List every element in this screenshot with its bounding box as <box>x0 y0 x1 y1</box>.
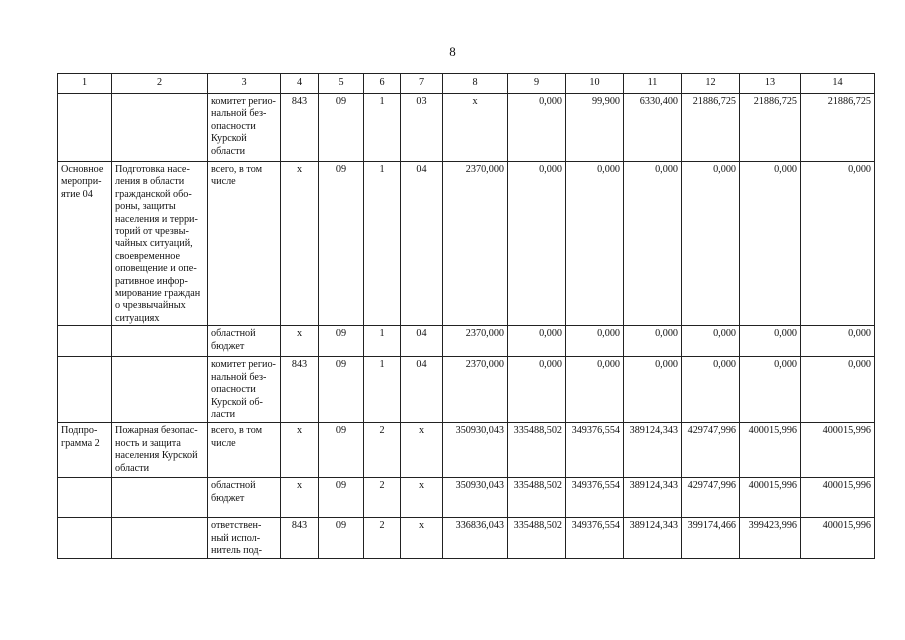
value-cell: 0,000 <box>801 357 875 423</box>
code-cell: 09 <box>319 162 364 326</box>
row-label-cell <box>58 326 112 357</box>
value-cell: 2370,000 <box>443 326 508 357</box>
value-cell: 0,000 <box>801 162 875 326</box>
code-cell: 09 <box>319 326 364 357</box>
code-cell: 03 <box>401 94 443 162</box>
table-row <box>58 162 875 326</box>
code-cell: 09 <box>319 94 364 162</box>
value-cell: 399174,466 <box>682 518 740 558</box>
value-cell: 400015,996 <box>801 478 875 518</box>
value-cell: 389124,343 <box>624 518 682 558</box>
value-cell: 429747,996 <box>682 423 740 478</box>
value-cell: 0,000 <box>740 326 801 357</box>
row-label-cell: Основное меропри-ятие 04 <box>58 162 112 326</box>
code-cell: 843 <box>281 94 319 162</box>
table-row <box>58 326 875 357</box>
row-label-cell <box>58 518 112 558</box>
row-name-cell <box>112 478 208 518</box>
value-cell: 389124,343 <box>624 478 682 518</box>
code-cell: х <box>401 478 443 518</box>
table-row <box>58 423 875 478</box>
value-cell: 21886,725 <box>682 94 740 162</box>
value-cell: 350930,043 <box>443 423 508 478</box>
header-row <box>58 74 875 94</box>
value-cell: 0,000 <box>508 326 566 357</box>
value-cell: 400015,996 <box>740 423 801 478</box>
value-cell: 0,000 <box>508 162 566 326</box>
header-cell-2: 2 <box>112 74 208 94</box>
value-cell: 0,000 <box>682 357 740 423</box>
value-cell: 0,000 <box>740 357 801 423</box>
code-cell: 04 <box>401 326 443 357</box>
value-cell: 0,000 <box>801 326 875 357</box>
row-label-cell <box>58 94 112 162</box>
value-cell: 6330,400 <box>624 94 682 162</box>
code-cell: 04 <box>401 162 443 326</box>
value-cell: 349376,554 <box>566 478 624 518</box>
code-cell: 1 <box>364 162 401 326</box>
value-cell: 0,000 <box>624 162 682 326</box>
source-cell: всего, в том числе <box>208 423 281 478</box>
code-cell: х <box>281 423 319 478</box>
code-cell: 1 <box>364 94 401 162</box>
source-cell: ответствен-ный испол-нитель под- <box>208 518 281 558</box>
source-cell: комитет регио-нальной без-опасности Курской области <box>208 94 281 162</box>
page-number: 8 <box>449 44 456 59</box>
value-cell: 336836,043 <box>443 518 508 558</box>
value-cell: 400015,996 <box>801 518 875 558</box>
header-cell-7: 7 <box>401 74 443 94</box>
source-cell: областной бюджет <box>208 478 281 518</box>
row-name-cell: Пожарная безопас-ность и защита населения Курской области <box>112 423 208 478</box>
code-cell: 2 <box>364 518 401 558</box>
code-cell: 2 <box>364 423 401 478</box>
value-cell: 335488,502 <box>508 518 566 558</box>
value-cell: 335488,502 <box>508 478 566 518</box>
value-cell: 0,000 <box>682 162 740 326</box>
header-cell-5: 5 <box>319 74 364 94</box>
code-cell: х <box>401 423 443 478</box>
value-cell: 0,000 <box>624 326 682 357</box>
value-cell: 0,000 <box>740 162 801 326</box>
value-cell: 349376,554 <box>566 423 624 478</box>
table-row <box>58 518 875 558</box>
value-cell: 0,000 <box>682 326 740 357</box>
row-name-cell: Подготовка насе-ления в области гражданской обо-роны, защиты населения и терри-торий от чрезвы-чайных ситуаций, своевременное оповещение и опе-ративное инфор-мирование граждан о чрезвычайных ситуациях <box>112 162 208 326</box>
value-cell: 2370,000 <box>443 162 508 326</box>
value-cell: 2370,000 <box>443 357 508 423</box>
code-cell: 2 <box>364 478 401 518</box>
source-cell: областной бюджет <box>208 326 281 357</box>
value-cell: 399423,996 <box>740 518 801 558</box>
source-cell: всего, в том числе <box>208 162 281 326</box>
value-cell: 0,000 <box>566 162 624 326</box>
code-cell: 1 <box>364 357 401 423</box>
row-label-cell <box>58 478 112 518</box>
row-name-cell <box>112 518 208 558</box>
header-cell-9: 9 <box>508 74 566 94</box>
value-cell: 429747,996 <box>682 478 740 518</box>
value-cell: 350930,043 <box>443 478 508 518</box>
table-row <box>58 478 875 518</box>
value-cell: 349376,554 <box>566 518 624 558</box>
value-cell: 335488,502 <box>508 423 566 478</box>
value-cell: 0,000 <box>566 357 624 423</box>
value-cell: 21886,725 <box>801 94 875 162</box>
code-cell: 09 <box>319 478 364 518</box>
header-cell-11: 11 <box>624 74 682 94</box>
budget-table <box>57 73 875 559</box>
code-cell: 843 <box>281 518 319 558</box>
value-cell: 389124,343 <box>624 423 682 478</box>
row-label-cell <box>58 357 112 423</box>
code-cell: 09 <box>319 357 364 423</box>
value-cell: 0,000 <box>508 357 566 423</box>
code-cell: х <box>281 478 319 518</box>
value-cell: 21886,725 <box>740 94 801 162</box>
code-cell: 1 <box>364 326 401 357</box>
table-row <box>58 94 875 162</box>
header-cell-1: 1 <box>58 74 112 94</box>
code-cell: 09 <box>319 423 364 478</box>
code-cell: х <box>281 162 319 326</box>
header-cell-10: 10 <box>566 74 624 94</box>
value-cell: х <box>443 94 508 162</box>
code-cell: х <box>401 518 443 558</box>
header-cell-6: 6 <box>364 74 401 94</box>
row-name-cell <box>112 94 208 162</box>
row-label-cell: Подпро-грамма 2 <box>58 423 112 478</box>
value-cell: 99,900 <box>566 94 624 162</box>
row-name-cell <box>112 326 208 357</box>
source-cell: комитет регио-нальной без-опасности Курской об-ласти <box>208 357 281 423</box>
code-cell: 04 <box>401 357 443 423</box>
header-cell-4: 4 <box>281 74 319 94</box>
header-cell-13: 13 <box>740 74 801 94</box>
value-cell: 0,000 <box>624 357 682 423</box>
code-cell: х <box>281 326 319 357</box>
value-cell: 400015,996 <box>740 478 801 518</box>
code-cell: 843 <box>281 357 319 423</box>
code-cell: 09 <box>319 518 364 558</box>
table-row <box>58 357 875 423</box>
header-cell-14: 14 <box>801 74 875 94</box>
header-cell-3: 3 <box>208 74 281 94</box>
header-cell-12: 12 <box>682 74 740 94</box>
value-cell: 400015,996 <box>801 423 875 478</box>
row-name-cell <box>112 357 208 423</box>
value-cell: 0,000 <box>508 94 566 162</box>
header-cell-8: 8 <box>443 74 508 94</box>
value-cell: 0,000 <box>566 326 624 357</box>
